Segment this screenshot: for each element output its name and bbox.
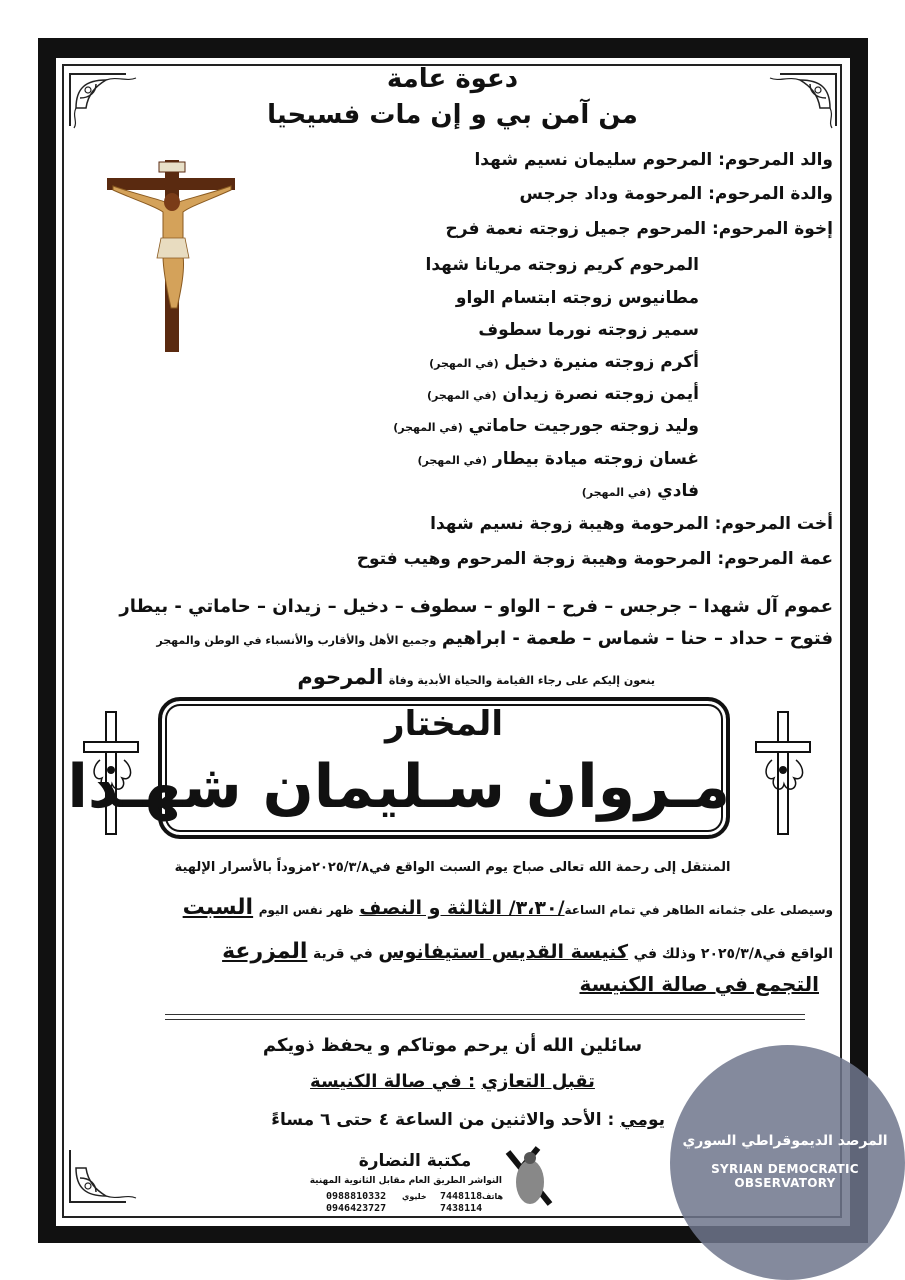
publisher-phone-label: هاتف bbox=[482, 1192, 504, 1201]
list-item: أكرم زوجته منيرة دخيل (في المهجر) bbox=[429, 352, 699, 372]
details-line-2: وسيصلى على جثمانه الطاهر في تمام الساعة/٣،٣٠/ الثالثة و النصف ظهر نفس اليوم السبت bbox=[182, 895, 833, 920]
publisher-phone-2: 7438114 bbox=[440, 1203, 483, 1214]
mother-line: والدة المرحوم: المرحومة وداد جرجس bbox=[519, 184, 833, 204]
deceased-title: المختار bbox=[385, 704, 503, 744]
announce-line: ينعون إليكم على رجاء القيامة والحياة الأبدية وفاة المرحوم bbox=[297, 665, 655, 689]
gathering-line: التجمع في صالة الكنيسة bbox=[579, 972, 819, 996]
divider bbox=[165, 1014, 805, 1020]
aunt-line: عمة المرحوم: المرحومة وهيبة زوجة المرحوم وهيب فتوح bbox=[356, 549, 833, 569]
publisher-phone-1: 7448118 bbox=[440, 1191, 483, 1202]
clans-line-2: فتوح – حداد – حنا – شماس – طعمة - ابراهيم وجميع الأهل والأقارب والأنسباء في الوطن والمهجر bbox=[156, 628, 833, 649]
clans-line-1: عموم آل شهدا – جرجس – فرح – الواو – سطوف – دخيل – زيدان – حاماتي - بيطار bbox=[119, 596, 833, 617]
prayer-line: سائلين الله أن يرحم موتاكم و يحفظ ذويكم bbox=[262, 1035, 643, 1056]
publisher-address: النواشر الطريق العام مقابل الثانوية المهنية bbox=[309, 1176, 502, 1186]
condolence-line: تقبل التعازي : في صالة الكنيسة bbox=[310, 1071, 595, 1092]
watermark-english: SYRIAN DEMOCRATIC OBSERVATORY bbox=[711, 1162, 859, 1190]
publisher-name: مكتبة النضارة bbox=[358, 1151, 472, 1171]
details-line-3: الواقع في٢٠٢٥/٣/٨ وذلك في كنيسة القديس استيفانوس في قرية المزرعة bbox=[222, 939, 833, 964]
sister-line: أخت المرحوم: المرحومة وهيبة زوجة نسيم شهدا bbox=[430, 514, 833, 534]
publisher-mobile-label: خليوي bbox=[402, 1192, 427, 1201]
watermark-arabic: المرصد الديموقراطي السوري bbox=[682, 1133, 888, 1149]
cross-icon bbox=[752, 708, 814, 838]
list-item: غسان زوجته ميادة بيطار (في المهجر) bbox=[417, 449, 699, 469]
list-item: سمير زوجته نورما سطوف bbox=[478, 320, 699, 340]
days-line: يومي : الأحد والاثنين من الساعة ٤ حتى ٦ مساءً bbox=[271, 1110, 665, 1130]
brothers-line: إخوة المرحوم: المرحوم جميل زوجته نعمة فرح bbox=[445, 219, 833, 239]
father-line: والد المرحوم: المرحوم سليمان نسيم شهدا bbox=[474, 150, 833, 170]
list-item: وليد زوجته جورجيت حاماتي (في المهجر) bbox=[393, 416, 699, 436]
list-item: المرحوم كريم زوجته مريانا شهدا bbox=[425, 255, 699, 275]
details-line-1: المنتقل إلى رحمة الله تعالى صباح يوم السبت الواقع في٢٠٢٥/٣/٨مزوداً بالأسرار الإلهية bbox=[174, 860, 731, 875]
deceased-name: مـروان سـليمان شهـدا bbox=[67, 752, 730, 822]
publisher-mobile-2: 0946423727 bbox=[326, 1203, 387, 1214]
header-title: دعوة عامة bbox=[386, 64, 519, 94]
publisher-logo-icon bbox=[500, 1142, 560, 1214]
list-item: مطانيوس زوجته ابتسام الواو bbox=[455, 288, 699, 308]
publisher-mobile-1: 0988810332 bbox=[326, 1191, 387, 1202]
list-item: فادي (في المهجر) bbox=[581, 481, 699, 501]
header-verse: من آمن بي و إن مات فسيحيا bbox=[267, 100, 638, 130]
corner-ornament-icon bbox=[66, 1146, 146, 1208]
list-item: أيمن زوجته نصرة زيدان (في المهجر) bbox=[426, 384, 699, 404]
crucifix-icon bbox=[105, 158, 237, 353]
